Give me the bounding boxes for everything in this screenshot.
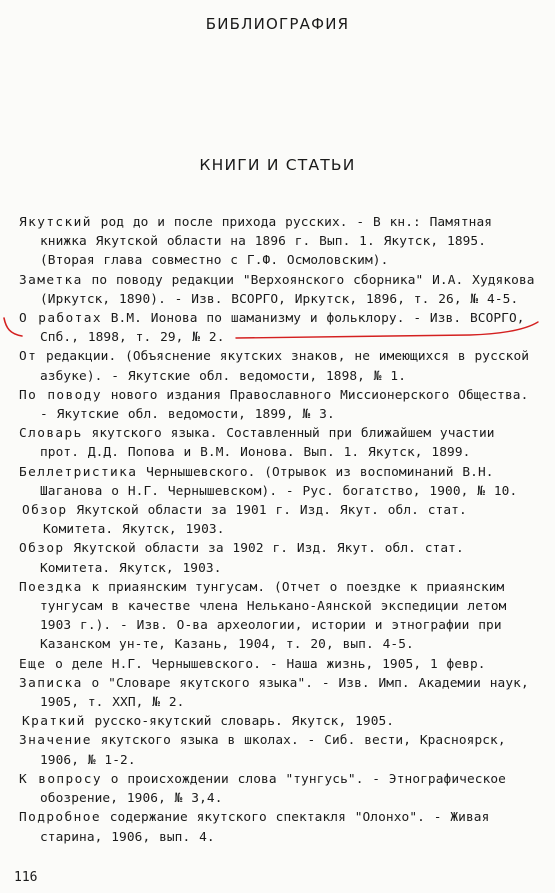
entry-lead-word: Заметка <box>19 272 83 288</box>
bibliography-entry <box>19 731 539 769</box>
entry-text: о деле Н.Г. Чернышевского. - Наша жизнь, 1905, 1 февр. <box>46 656 486 672</box>
entry-lead-word: Краткий <box>22 714 86 730</box>
entry-lead-word: Подробное <box>19 810 101 826</box>
entry-lead-word: Обзор <box>19 541 65 557</box>
bibliography-entry-highlighted <box>19 309 539 347</box>
entry-lead-word: От <box>19 349 38 365</box>
entry-lead-word: Поездка <box>19 579 83 595</box>
entry-lead-word: Еще <box>19 656 47 672</box>
entry-lead-word: О работах <box>19 311 102 327</box>
entry-lead-word: Значение <box>19 733 92 749</box>
bibliography-entry <box>19 213 539 271</box>
entry-text: о "Словаре якутского языка". - Изв. Имп. Академии наук, 1905, т. XXП, № 2. <box>40 675 529 711</box>
bibliography-entry <box>19 347 539 385</box>
page-number: 116 <box>14 870 38 885</box>
bibliography-entry <box>19 386 539 424</box>
entry-text: якутского языка. Составленный при ближайшем участии прот. Д.Д. Попова и В.М. Ионова. Вып. 1. Якутск, 1899. <box>40 426 495 461</box>
entry-text: по поводу редакции "Верхоянского сборника" И.А. Худякова (Иркутск, 1890). - Изв. ВСОРГО, Иркутск, 1896, т. 26, № 4-5. <box>40 272 535 307</box>
bibliography-entry <box>22 501 539 539</box>
entry-lead-word: Беллетристика <box>19 464 138 480</box>
entry-text: к приаянским тунгусам. (Отчет о поездке к приаянским тунгусам в качестве члена Нелькано-Аянской экспедиции летом 1903 г.). - Изв. О-ва археологии, истории и этнографии при Казанском ун-те, Казань, 1904, т. 20, вып. 4-5. <box>40 579 507 653</box>
entry-lead-word: Обзор <box>22 503 68 519</box>
entry-text: о происхождении слова "тунгусь". - Этнографическое обозрение, 1906, № 3,4. <box>40 771 506 807</box>
bibliography-list <box>19 213 539 847</box>
bibliography-entry <box>19 770 539 808</box>
running-header: БИБЛИОГРАФИЯ <box>205 15 350 33</box>
bibliography-entry <box>19 539 539 577</box>
entry-text: якутского языка в школах. - Сиб. вести, Красноярск, 1906, № 1-2. <box>40 733 506 768</box>
entry-text: В.М. Ионова по шаманизму и фольклору. - Изв. ВСОРГО, Спб., 1898, т. 29, № 2. <box>40 311 525 346</box>
entry-lead-word: Якутский <box>19 215 92 230</box>
entry-lead-word: Записка <box>19 675 83 691</box>
entry-lead-word: К вопросу <box>19 771 102 787</box>
entry-lead-word: Словарь <box>19 426 83 442</box>
bibliography-entry <box>22 712 539 731</box>
section-title: КНИГИ И СТАТЬИ <box>199 156 356 174</box>
entry-text: Чернышевского. (Отрывок из воспоминаний В.Н. Шаганова о Н.Г. Чернышевском). - Рус. богатство, 1900, № 10. <box>40 464 518 499</box>
bibliography-entry <box>19 655 539 674</box>
bibliography-entry <box>19 271 539 309</box>
bibliography-entry <box>19 424 539 462</box>
entry-text: редакции. (Объяснение якутских знаков, не имеющихся в русской азбуке). - Якутские обл. ведомости, 1898, № 1. <box>37 349 530 384</box>
entry-text: род до и после прихода русских. - В кн.: Памятная книжка Якутской области на 1896 г. Вып. 1. Якутск, 1895. (Вторая глава совместно с Г.Ф. Осмоловским). <box>40 215 493 269</box>
bibliography-entry <box>19 463 539 501</box>
bibliography-entry <box>19 578 539 655</box>
entry-text: нового издания Православного Миссионерского Общества. - Якутские обл. ведомости, 1899, № 3. <box>40 387 529 423</box>
bibliography-entry <box>19 808 539 846</box>
entry-text: Якутской области за 1901 г. Изд. Якут. обл. стат. Комитета. Якутск, 1903. <box>43 503 467 538</box>
entry-text: Якутской области за 1902 г. Изд. Якут. обл. стат. Комитета. Якутск, 1903. <box>40 541 464 576</box>
bibliography-entry <box>19 674 539 712</box>
entry-text: русско-якутский словарь. Якутск, 1905. <box>85 714 395 730</box>
entry-lead-word: По поводу <box>19 387 102 403</box>
entry-text: содержание якутского спектакля "Олонхо". - Живая старина, 1906, вып. 4. <box>40 810 490 845</box>
